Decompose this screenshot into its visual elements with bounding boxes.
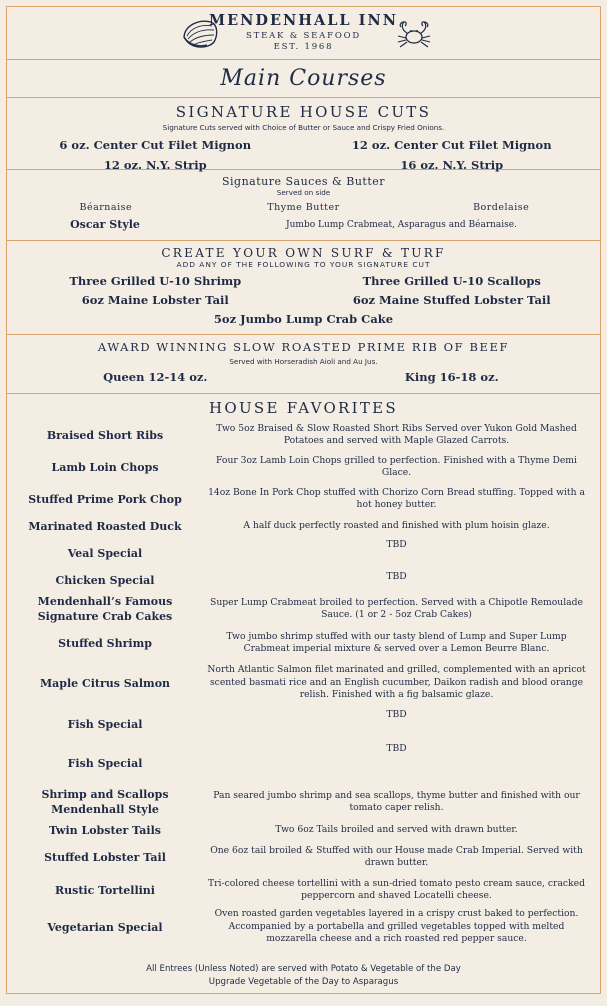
menu-item: 6oz Maine Stuffed Lobster Tail [352,293,551,307]
favorite-description: North Atlantic Salmon filet marinated and grilled, complemented with an apricot scented basmati rice and an English cucumber, Daikon radish and blood orange relish. Finished with a fig balsamic glaze. [207,664,586,701]
favorite-name: Vegetarian Special [47,920,163,934]
established-year: EST. 1968 [273,42,334,52]
menu-item: King 16-18 oz. [404,370,499,384]
restaurant-subtitle: STEAK & SEAFOOD [246,31,361,41]
favorite-name: Veal Special [67,546,143,560]
sauces-title: Signature Sauces & Butter [221,175,386,188]
menu-item: Three Grilled U-10 Scallops [362,274,541,288]
surf-turf-note: ADD ANY OF THE FOLLOWING TO YOUR SIGNATURE CUT [176,260,431,269]
signature-cuts-note: Signature Cuts served with Choice of Butter or Sauce and Crispy Fried Onions. [162,123,445,132]
favorite-name: Stuffed Prime Pork Chop [28,492,182,506]
menu-item: 16 oz. N.Y. Strip [400,158,504,172]
sauces-note: Served on side [276,188,331,197]
favorite-description: Two jumbo shrimp stuffed with our tasty blend of Lump and Super Lump Crabmeat imperial mixture & served over a Lemon Beurre Blanc. [226,630,567,654]
favorite-row [7,627,600,659]
header [7,7,600,59]
menu-page [6,6,601,994]
favorite-row [7,819,600,841]
favorites-list [7,419,600,947]
sauces-section [7,170,600,240]
menu-item: 5oz Jumbo Lump Crab Cake [213,312,394,326]
favorite-row [7,873,600,907]
favorite-row [7,537,600,569]
favorite-name: Chicken Special [55,573,155,587]
favorite-row [7,785,600,819]
menu-item: Three Grilled U-10 Shrimp [69,274,242,288]
crab-icon [394,16,434,52]
oscar-style-desc: Jumbo Lump Crabmeat, Asparagus and Béarnaise. [286,219,517,230]
favorite-row [7,841,600,873]
favorite-row [7,569,600,591]
favorite-row [7,707,600,741]
favorite-row [7,591,600,627]
favorite-name: Braised Short Ribs [46,428,164,442]
favorite-description: TBD [386,571,407,582]
favorite-description: Pan seared jumbo shrimp and sea scallops, thyme butter and finished with our tomato caper relish. [213,789,580,813]
menu-item: 12 oz. Center Cut Filet Mignon [351,138,552,152]
favorite-name: Twin Lobster Tails [49,823,161,837]
favorite-name: Rustic Tortellini [55,883,155,897]
favorite-description: TBD [386,709,407,720]
house-favorites-title: HOUSE FAVORITES [208,399,399,417]
favorite-description: Four 3oz Lamb Loin Chops grilled to perfection. Finished with a Thyme Demi Glace. [216,454,577,478]
surf-turf-section [7,241,600,334]
favorite-name: Fish Special [67,717,143,731]
prime-rib-note: Served with Horseradish Aioli and Au Jus. [229,357,378,366]
section-script-title: Main Courses [220,66,387,91]
footer-line-2: Upgrade Vegetable of the Day to Asparagus [208,977,399,987]
sauce-item: Thyme Butter [267,202,340,213]
favorite-row [7,659,600,707]
favorite-name: Lamb Loin Chops [51,460,159,474]
favorite-description: Two 5oz Braised & Slow Roasted Short Ribs Served over Yukon Gold Mashed Potatoes and served with Maple Glazed Carrots. [216,422,577,446]
favorite-description: 14oz Bone In Pork Chop stuffed with Chorizo Corn Bread stuffing. Topped with a hot honey butter. [208,486,585,510]
signature-cuts-title: SIGNATURE HOUSE CUTS [175,103,432,121]
menu-item: Queen 12-14 oz. [103,370,208,384]
favorite-name: Stuffed Shrimp [58,636,152,650]
prime-rib-title: AWARD WINNING SLOW ROASTED PRIME RIB OF BEEF [97,340,510,354]
menu-item: 6 oz. Center Cut Filet Mignon [59,138,252,152]
favorite-description: TBD [386,743,407,754]
favorite-row [7,483,600,515]
favorite-row [7,741,600,785]
sauce-item: Béarnaise [79,202,133,213]
house-favorites-section [7,394,600,947]
favorite-description: Tri-colored cheese tortellini with a sun-dried tomato pesto cream sauce, cracked peppercorn and shaved Locatelli cheese. [208,877,585,901]
favorite-description: TBD [386,539,407,550]
favorite-name: Mendenhall’s Famous Signature Crab Cakes [37,595,173,623]
signature-cuts-section [7,98,600,172]
favorite-row [7,419,600,451]
favorite-row [7,451,600,483]
favorite-name: Stuffed Lobster Tail [44,850,166,864]
favorite-name: Marinated Roasted Duck [28,519,182,533]
favorite-description: Super Lump Crabmeat broiled to perfection. Served with a Chipotle Remoulade Sauce. (1 or 2 - 5oz Crab Cakes) [210,596,583,620]
favorite-name: Fish Special [67,756,143,770]
favorite-description: A half duck perfectly roasted and finished with plum hoisin glaze. [243,519,550,531]
oscar-style-label: Oscar Style [70,218,140,231]
brand [7,12,600,52]
footer [7,963,600,989]
favorite-name: Shrimp and Scallops Mendenhall Style [41,788,169,816]
favorite-row [7,907,600,947]
restaurant-name: MENDENHALL INN [209,12,398,29]
favorite-description: Oven roasted garden vegetables layered in a crispy crust baked to perfection. Accompanied by a portabella and grilled vegetables topped with melted mozzarella cheese and a rich roasted red pepper sauce. [214,908,579,945]
favorite-description: One 6oz tail broiled & Stuffed with our House made Crab Imperial. Served with drawn butter. [210,844,583,868]
favorite-description: Two 6oz Tails broiled and served with drawn butter. [275,823,518,835]
sauce-item: Bordelaise [473,202,530,213]
footer-line-1: All Entrees (Unless Noted) are served with Potato & Vegetable of the Day [146,964,461,974]
favorite-name: Maple Citrus Salmon [39,676,171,690]
surf-turf-title: CREATE YOUR OWN SURF & TURF [161,246,446,260]
menu-item: 6oz Maine Lobster Tail [81,293,229,307]
favorite-row [7,515,600,537]
prime-rib-section [7,335,600,393]
menu-item: 12 oz. N.Y. Strip [103,158,207,172]
